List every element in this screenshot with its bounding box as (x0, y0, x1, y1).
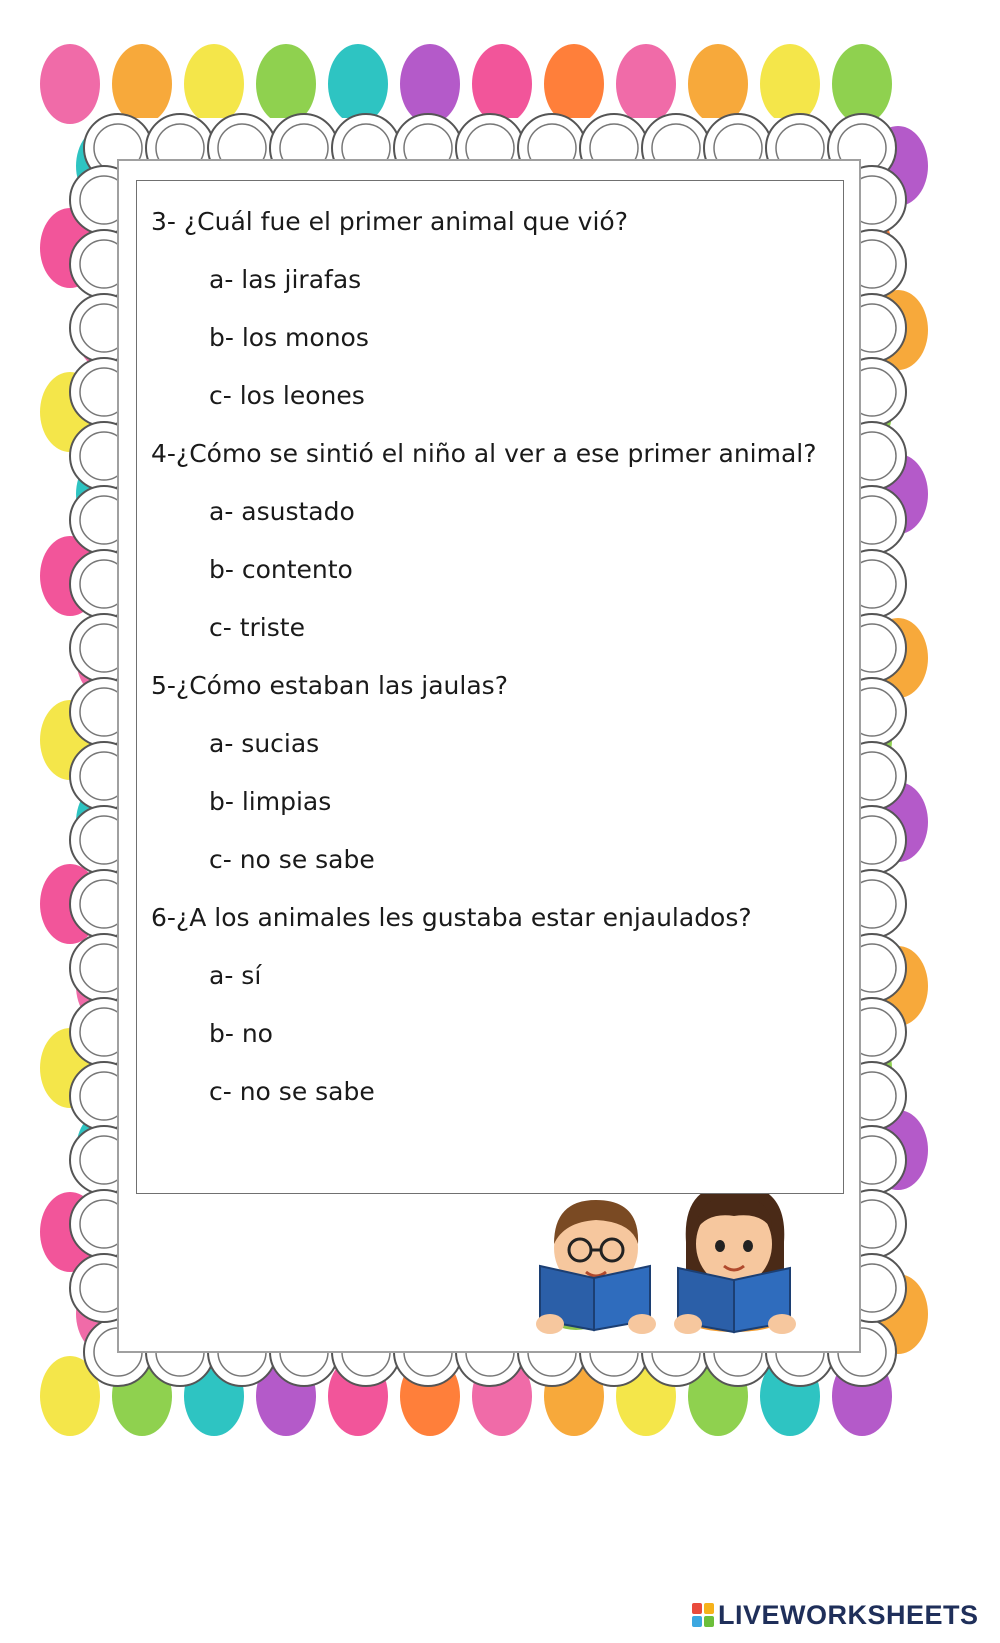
colored-dot (112, 44, 172, 124)
answer-option[interactable]: c- triste (209, 613, 305, 642)
answer-option[interactable]: c- no se sabe (209, 1077, 375, 1106)
answer-option[interactable]: b- no (209, 1019, 273, 1048)
liveworksheets-brand (692, 1600, 979, 1630)
colored-dot (184, 44, 244, 124)
answer-option[interactable]: b- los monos (209, 323, 369, 352)
colored-dot (544, 44, 604, 124)
colored-dot (760, 44, 820, 124)
colored-dot (832, 44, 892, 124)
question-4-text: 4-¿Cómo se sintió el niño al ver a ese primer animal? (151, 439, 817, 468)
liveworksheets-logo-icon (692, 1603, 714, 1627)
colored-dot (616, 44, 676, 124)
answer-option[interactable]: c- los leones (209, 381, 365, 410)
question-6-text: 6-¿A los animales les gustaba estar enjaulados? (151, 903, 752, 932)
colored-dot (256, 44, 316, 124)
girl-reading-figure (674, 1184, 796, 1334)
question-3-text: 3- ¿Cuál fue el primer animal que vió? (151, 207, 628, 236)
answer-option[interactable]: b- limpias (209, 787, 332, 816)
colored-dot (472, 44, 532, 124)
answer-option[interactable]: a- sí (209, 961, 262, 990)
question-5-text: 5-¿Cómo estaban las jaulas? (151, 671, 508, 700)
colored-dot (328, 44, 388, 124)
answer-option[interactable]: a- las jirafas (209, 265, 362, 294)
brand-name: LIVEWORKSHEETS (718, 1599, 979, 1630)
colored-dot (40, 44, 100, 124)
worksheet-text-panel (136, 180, 844, 1194)
answer-option[interactable]: a- asustado (209, 497, 355, 526)
answer-option[interactable]: a- sucias (209, 729, 320, 758)
answer-option[interactable]: b- contento (209, 555, 353, 584)
colored-dot (400, 44, 460, 124)
answer-option[interactable]: c- no se sabe (209, 845, 375, 874)
question-list (151, 193, 831, 1121)
colored-dot (688, 44, 748, 124)
